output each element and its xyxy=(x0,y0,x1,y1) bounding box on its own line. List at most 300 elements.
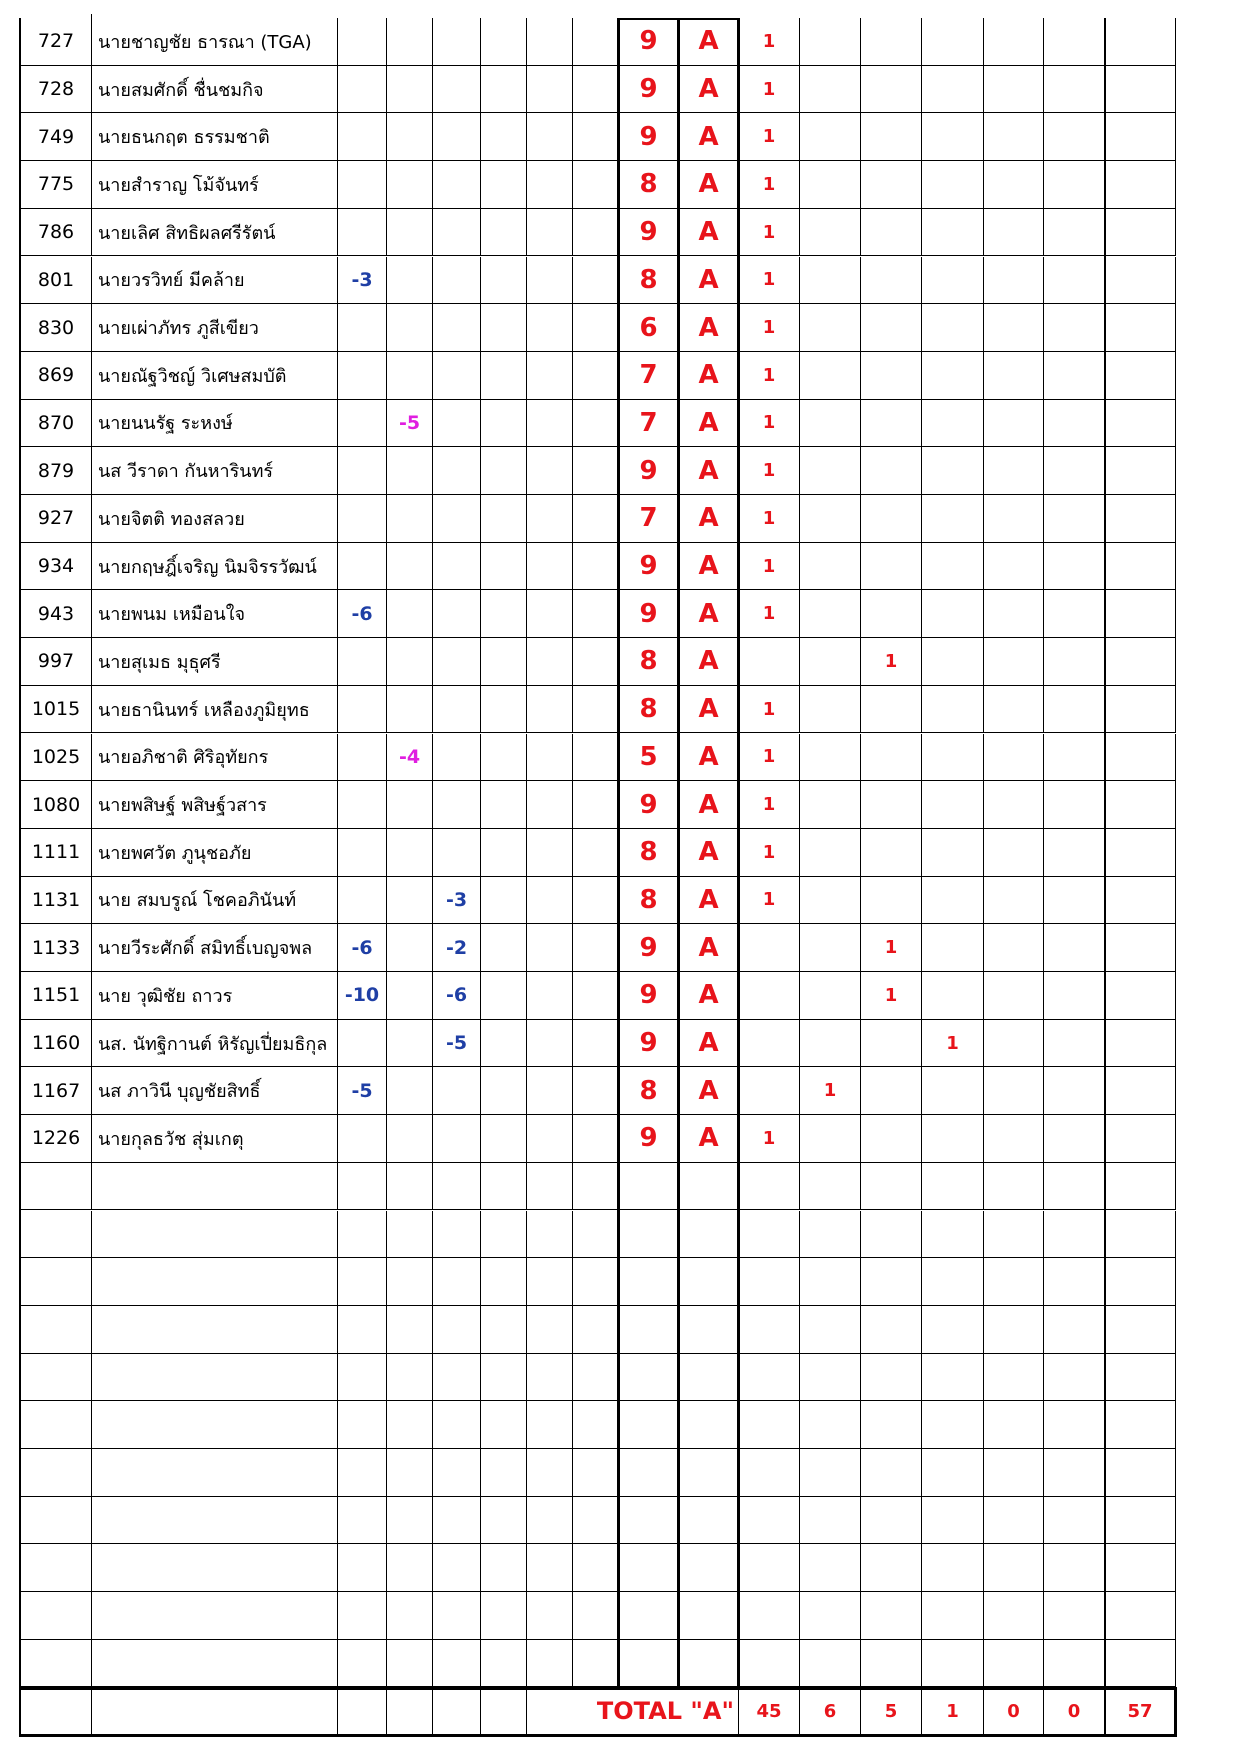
adjustment-cell xyxy=(338,829,387,877)
adjustment-cell xyxy=(338,304,387,352)
adjustment-cell xyxy=(387,1067,433,1115)
table-cell xyxy=(527,18,573,66)
adjustment-cell xyxy=(433,1067,481,1115)
empty-cell xyxy=(619,1497,679,1545)
table-cell xyxy=(1044,113,1105,161)
count-cell xyxy=(861,113,922,161)
adjustment-cell: -4 xyxy=(387,734,433,782)
score-cell: 7 xyxy=(619,495,679,543)
student-name-cell: นายวีระศักดิ์ สมิทธิ์เบญจพล xyxy=(92,924,338,972)
empty-cell xyxy=(573,1544,619,1592)
count-cell xyxy=(800,161,861,209)
grade-cell: A xyxy=(679,495,739,543)
count-cell xyxy=(800,1115,861,1163)
table-cell xyxy=(573,1067,619,1115)
table-cell xyxy=(527,257,573,305)
empty-cell xyxy=(619,1306,679,1354)
table-cell xyxy=(1044,877,1105,925)
count-cell: 1 xyxy=(739,113,800,161)
empty-cell xyxy=(800,1449,861,1497)
adjustment-cell xyxy=(338,543,387,591)
count-cell xyxy=(800,924,861,972)
table-cell xyxy=(527,113,573,161)
empty-cell xyxy=(739,1401,800,1449)
count-cell xyxy=(800,1020,861,1068)
adjustment-cell xyxy=(338,686,387,734)
count-cell xyxy=(922,161,984,209)
empty-cell xyxy=(800,1211,861,1259)
count-cell: 1 xyxy=(739,257,800,305)
empty-cell xyxy=(861,1449,922,1497)
student-id-cell: 1133 xyxy=(21,924,92,972)
empty-cell xyxy=(433,1306,481,1354)
student-name-cell: นายพสิษฐ์ พสิษฐ์วสาร xyxy=(92,781,338,829)
empty-cell xyxy=(922,1258,984,1306)
table-cell xyxy=(1105,1067,1176,1115)
empty-cell xyxy=(922,1497,984,1545)
table-cell xyxy=(481,1115,527,1163)
student-id-cell: 801 xyxy=(21,257,92,305)
count-cell: 1 xyxy=(739,352,800,400)
adjustment-cell xyxy=(338,66,387,114)
table-cell xyxy=(984,304,1044,352)
empty-cell xyxy=(527,1449,573,1497)
score-cell: 9 xyxy=(619,924,679,972)
adjustment-cell xyxy=(338,113,387,161)
count-cell: 1 xyxy=(739,734,800,782)
table-cell xyxy=(1044,495,1105,543)
count-cell xyxy=(861,781,922,829)
empty-cell xyxy=(21,1401,92,1449)
table-cell xyxy=(481,638,527,686)
total-value-cell: 6 xyxy=(800,1688,861,1736)
score-cell: 8 xyxy=(619,257,679,305)
count-cell xyxy=(800,447,861,495)
score-cell: 8 xyxy=(619,161,679,209)
student-id-cell: 830 xyxy=(21,304,92,352)
grade-cell: A xyxy=(679,304,739,352)
table-cell xyxy=(1044,257,1105,305)
count-cell xyxy=(800,257,861,305)
count-cell xyxy=(861,18,922,66)
empty-cell xyxy=(984,1211,1044,1259)
empty-cell xyxy=(573,1640,619,1688)
score-cell: 9 xyxy=(619,209,679,257)
table-cell xyxy=(481,113,527,161)
empty-cell xyxy=(387,1401,433,1449)
empty-cell xyxy=(619,1449,679,1497)
adjustment-cell xyxy=(338,161,387,209)
count-cell xyxy=(922,781,984,829)
empty-cell xyxy=(338,1211,387,1259)
student-id-cell: 1151 xyxy=(21,972,92,1020)
count-cell xyxy=(739,1020,800,1068)
table-cell xyxy=(527,877,573,925)
table-cell xyxy=(984,638,1044,686)
empty-cell xyxy=(387,1592,433,1640)
empty-cell xyxy=(1105,1258,1176,1306)
count-cell xyxy=(922,18,984,66)
table-cell xyxy=(1105,877,1176,925)
count-cell: 1 xyxy=(739,543,800,591)
table-cell xyxy=(1044,352,1105,400)
student-name-cell: นส ภาวินี บุญชัยสิทธิ์ xyxy=(92,1067,338,1115)
adjustment-cell xyxy=(387,972,433,1020)
table-cell xyxy=(527,66,573,114)
adjustment-cell xyxy=(387,590,433,638)
table-cell xyxy=(573,161,619,209)
empty-cell xyxy=(338,1544,387,1592)
empty-cell xyxy=(1105,1211,1176,1259)
grade-cell: A xyxy=(679,113,739,161)
adjustment-cell: -6 xyxy=(433,972,481,1020)
empty-cell xyxy=(21,1497,92,1545)
student-name-cell: นายสุเมธ มุธุศรี xyxy=(92,638,338,686)
empty-cell xyxy=(527,1306,573,1354)
table-cell xyxy=(573,543,619,591)
empty-cell xyxy=(387,1258,433,1306)
empty-cell xyxy=(619,1401,679,1449)
empty-cell xyxy=(481,1640,527,1688)
count-cell xyxy=(800,18,861,66)
empty-cell xyxy=(387,1640,433,1688)
adjustment-cell: -3 xyxy=(433,877,481,925)
table-cell xyxy=(1044,590,1105,638)
empty-cell xyxy=(573,1163,619,1211)
table-cell xyxy=(1105,1020,1176,1068)
table-cell xyxy=(1105,734,1176,782)
border-line xyxy=(1174,1688,1177,1736)
adjustment-cell: -5 xyxy=(387,400,433,448)
table-cell xyxy=(984,1067,1044,1115)
student-id-cell: 1160 xyxy=(21,1020,92,1068)
count-cell xyxy=(922,924,984,972)
empty-cell xyxy=(1105,1306,1176,1354)
adjustment-cell xyxy=(387,877,433,925)
count-cell: 1 xyxy=(739,877,800,925)
empty-cell xyxy=(573,1211,619,1259)
student-id-cell: 997 xyxy=(21,638,92,686)
empty-cell xyxy=(739,1592,800,1640)
empty-cell xyxy=(922,1163,984,1211)
count-cell xyxy=(922,734,984,782)
count-cell xyxy=(800,972,861,1020)
empty-cell xyxy=(1044,1163,1105,1211)
empty-cell xyxy=(984,1640,1044,1688)
empty-cell xyxy=(92,1258,338,1306)
empty-cell xyxy=(1044,1306,1105,1354)
count-cell xyxy=(800,113,861,161)
table-cell xyxy=(1044,924,1105,972)
empty-cell xyxy=(387,1163,433,1211)
empty-cell xyxy=(481,1497,527,1545)
count-cell xyxy=(800,352,861,400)
adjustment-cell xyxy=(387,257,433,305)
table-cell xyxy=(527,734,573,782)
score-cell: 8 xyxy=(619,877,679,925)
empty-cell xyxy=(800,1497,861,1545)
table-cell xyxy=(984,400,1044,448)
empty-cell xyxy=(527,1640,573,1688)
empty-cell xyxy=(739,1544,800,1592)
count-cell xyxy=(800,638,861,686)
grade-cell: A xyxy=(679,400,739,448)
count-cell xyxy=(922,686,984,734)
adjustment-cell xyxy=(433,447,481,495)
grade-cell: A xyxy=(679,447,739,495)
empty-cell xyxy=(481,1401,527,1449)
count-cell xyxy=(739,924,800,972)
border-line xyxy=(19,1734,1177,1737)
adjustment-cell xyxy=(387,829,433,877)
count-cell xyxy=(861,161,922,209)
empty-cell xyxy=(679,1163,739,1211)
table-cell xyxy=(573,447,619,495)
count-cell xyxy=(922,543,984,591)
table-cell xyxy=(1044,1020,1105,1068)
total-row-cell xyxy=(92,1688,338,1736)
empty-cell xyxy=(679,1211,739,1259)
table-cell xyxy=(573,209,619,257)
empty-cell xyxy=(92,1306,338,1354)
empty-cell xyxy=(984,1449,1044,1497)
table-cell xyxy=(1044,781,1105,829)
score-cell: 9 xyxy=(619,543,679,591)
count-cell xyxy=(861,257,922,305)
adjustment-cell xyxy=(338,638,387,686)
grade-cell: A xyxy=(679,829,739,877)
empty-cell xyxy=(984,1401,1044,1449)
empty-cell xyxy=(481,1163,527,1211)
student-id-cell: 1131 xyxy=(21,877,92,925)
student-name-cell: นายจิตติ ทองสลวย xyxy=(92,495,338,543)
empty-cell xyxy=(21,1354,92,1402)
count-cell xyxy=(800,495,861,543)
adjustment-cell xyxy=(387,447,433,495)
table-cell xyxy=(1105,972,1176,1020)
table-cell xyxy=(481,924,527,972)
adjustment-cell xyxy=(387,924,433,972)
adjustment-cell xyxy=(433,686,481,734)
count-cell xyxy=(861,66,922,114)
adjustment-cell xyxy=(387,18,433,66)
adjustment-cell xyxy=(338,18,387,66)
empty-cell xyxy=(1044,1258,1105,1306)
table-cell xyxy=(1105,924,1176,972)
table-cell xyxy=(984,781,1044,829)
score-cell: 9 xyxy=(619,590,679,638)
empty-cell xyxy=(21,1306,92,1354)
empty-cell xyxy=(1105,1354,1176,1402)
student-name-cell: นาย สมบรูณ์ โชคอภินันท์ xyxy=(92,877,338,925)
empty-cell xyxy=(922,1449,984,1497)
score-cell: 5 xyxy=(619,734,679,782)
count-cell: 1 xyxy=(739,400,800,448)
empty-cell xyxy=(800,1163,861,1211)
table-cell xyxy=(527,972,573,1020)
adjustment-cell xyxy=(387,304,433,352)
student-name-cell: นายกุลธวัช สุ่มเกตุ xyxy=(92,1115,338,1163)
empty-cell xyxy=(679,1354,739,1402)
adjustment-cell xyxy=(387,1115,433,1163)
score-cell: 7 xyxy=(619,400,679,448)
adjustment-cell xyxy=(433,18,481,66)
grade-cell: A xyxy=(679,590,739,638)
adjustment-cell xyxy=(433,638,481,686)
empty-cell xyxy=(573,1354,619,1402)
count-cell xyxy=(922,257,984,305)
score-cell: 9 xyxy=(619,972,679,1020)
adjustment-cell: -5 xyxy=(338,1067,387,1115)
empty-cell xyxy=(679,1592,739,1640)
empty-cell xyxy=(984,1163,1044,1211)
total-value-cell: 45 xyxy=(739,1688,800,1736)
score-cell: 8 xyxy=(619,638,679,686)
student-name-cell: นายสำราญ โม้จันทร์ xyxy=(92,161,338,209)
student-name-cell: นายอภิชาติ ศิริอุทัยกร xyxy=(92,734,338,782)
empty-cell xyxy=(527,1592,573,1640)
score-cell: 9 xyxy=(619,1020,679,1068)
count-cell xyxy=(861,447,922,495)
table-cell xyxy=(481,352,527,400)
table-cell xyxy=(527,686,573,734)
table-cell xyxy=(1105,590,1176,638)
empty-cell xyxy=(861,1544,922,1592)
adjustment-cell xyxy=(433,734,481,782)
table-cell xyxy=(527,161,573,209)
empty-cell xyxy=(739,1449,800,1497)
adjustment-cell xyxy=(433,829,481,877)
empty-cell xyxy=(433,1401,481,1449)
count-cell xyxy=(800,209,861,257)
table-cell xyxy=(1044,543,1105,591)
student-name-cell: นายพศวัต ภูนุชอภัย xyxy=(92,829,338,877)
table-cell xyxy=(984,829,1044,877)
adjustment-cell xyxy=(387,209,433,257)
empty-cell xyxy=(92,1211,338,1259)
count-cell xyxy=(922,638,984,686)
table-cell xyxy=(1044,638,1105,686)
student-id-cell: 869 xyxy=(21,352,92,400)
table-cell xyxy=(1105,400,1176,448)
student-name-cell: นส. นัทฐิกานต์ หิรัญเปี่ยมธิกุล xyxy=(92,1020,338,1068)
empty-cell xyxy=(527,1354,573,1402)
table-cell xyxy=(573,304,619,352)
count-cell: 1 xyxy=(922,1020,984,1068)
empty-cell xyxy=(527,1211,573,1259)
empty-cell xyxy=(433,1258,481,1306)
empty-cell xyxy=(984,1306,1044,1354)
empty-cell xyxy=(1044,1592,1105,1640)
empty-cell xyxy=(481,1449,527,1497)
grade-cell: A xyxy=(679,352,739,400)
table-cell xyxy=(573,781,619,829)
empty-cell xyxy=(21,1544,92,1592)
table-cell xyxy=(1105,447,1176,495)
count-cell: 1 xyxy=(739,66,800,114)
adjustment-cell xyxy=(387,686,433,734)
student-name-cell: นายเผ่าภัทร ภูสีเขียว xyxy=(92,304,338,352)
empty-cell xyxy=(481,1544,527,1592)
empty-cell xyxy=(984,1592,1044,1640)
count-cell xyxy=(861,400,922,448)
total-row-cell xyxy=(387,1688,433,1736)
student-name-cell: นายพนม เหมือนใจ xyxy=(92,590,338,638)
table-cell xyxy=(984,1020,1044,1068)
empty-cell xyxy=(21,1449,92,1497)
table-cell xyxy=(1044,686,1105,734)
adjustment-cell: -5 xyxy=(433,1020,481,1068)
table-cell xyxy=(481,400,527,448)
score-cell: 9 xyxy=(619,1115,679,1163)
table-cell xyxy=(573,877,619,925)
empty-cell xyxy=(1044,1211,1105,1259)
table-cell xyxy=(527,590,573,638)
empty-cell xyxy=(433,1544,481,1592)
empty-cell xyxy=(1105,1401,1176,1449)
table-cell xyxy=(1044,1115,1105,1163)
table-cell xyxy=(527,495,573,543)
empty-cell xyxy=(92,1544,338,1592)
empty-cell xyxy=(922,1592,984,1640)
table-cell xyxy=(481,543,527,591)
student-id-cell: 879 xyxy=(21,447,92,495)
adjustment-cell xyxy=(338,781,387,829)
table-cell xyxy=(984,18,1044,66)
empty-cell xyxy=(984,1497,1044,1545)
adjustment-cell xyxy=(433,495,481,543)
grade-cell: A xyxy=(679,734,739,782)
empty-cell xyxy=(619,1640,679,1688)
table-cell xyxy=(1105,495,1176,543)
table-cell xyxy=(1044,161,1105,209)
empty-cell xyxy=(739,1163,800,1211)
count-cell xyxy=(800,543,861,591)
empty-cell xyxy=(387,1497,433,1545)
student-id-cell: 727 xyxy=(21,18,92,66)
student-id-cell: 943 xyxy=(21,590,92,638)
table-cell xyxy=(984,734,1044,782)
empty-cell xyxy=(619,1258,679,1306)
adjustment-cell xyxy=(433,66,481,114)
table-cell xyxy=(1105,161,1176,209)
grade-cell: A xyxy=(679,18,739,66)
student-name-cell: นายเลิศ สิทธิผลศรีรัตน์ xyxy=(92,209,338,257)
empty-cell xyxy=(21,1592,92,1640)
adjustment-cell xyxy=(387,638,433,686)
table-cell xyxy=(1105,686,1176,734)
empty-cell xyxy=(338,1354,387,1402)
adjustment-cell xyxy=(387,352,433,400)
adjustment-cell xyxy=(338,1115,387,1163)
empty-cell xyxy=(800,1640,861,1688)
count-cell xyxy=(861,1067,922,1115)
empty-cell xyxy=(92,1497,338,1545)
empty-cell xyxy=(387,1354,433,1402)
empty-cell xyxy=(338,1401,387,1449)
empty-cell xyxy=(619,1211,679,1259)
table-cell xyxy=(984,209,1044,257)
table-cell xyxy=(573,638,619,686)
empty-cell xyxy=(527,1497,573,1545)
total-row-cell xyxy=(21,1688,92,1736)
empty-cell xyxy=(387,1211,433,1259)
count-cell xyxy=(861,1020,922,1068)
count-cell xyxy=(861,352,922,400)
empty-cell xyxy=(573,1449,619,1497)
border-line xyxy=(617,18,740,20)
adjustment-cell xyxy=(433,113,481,161)
